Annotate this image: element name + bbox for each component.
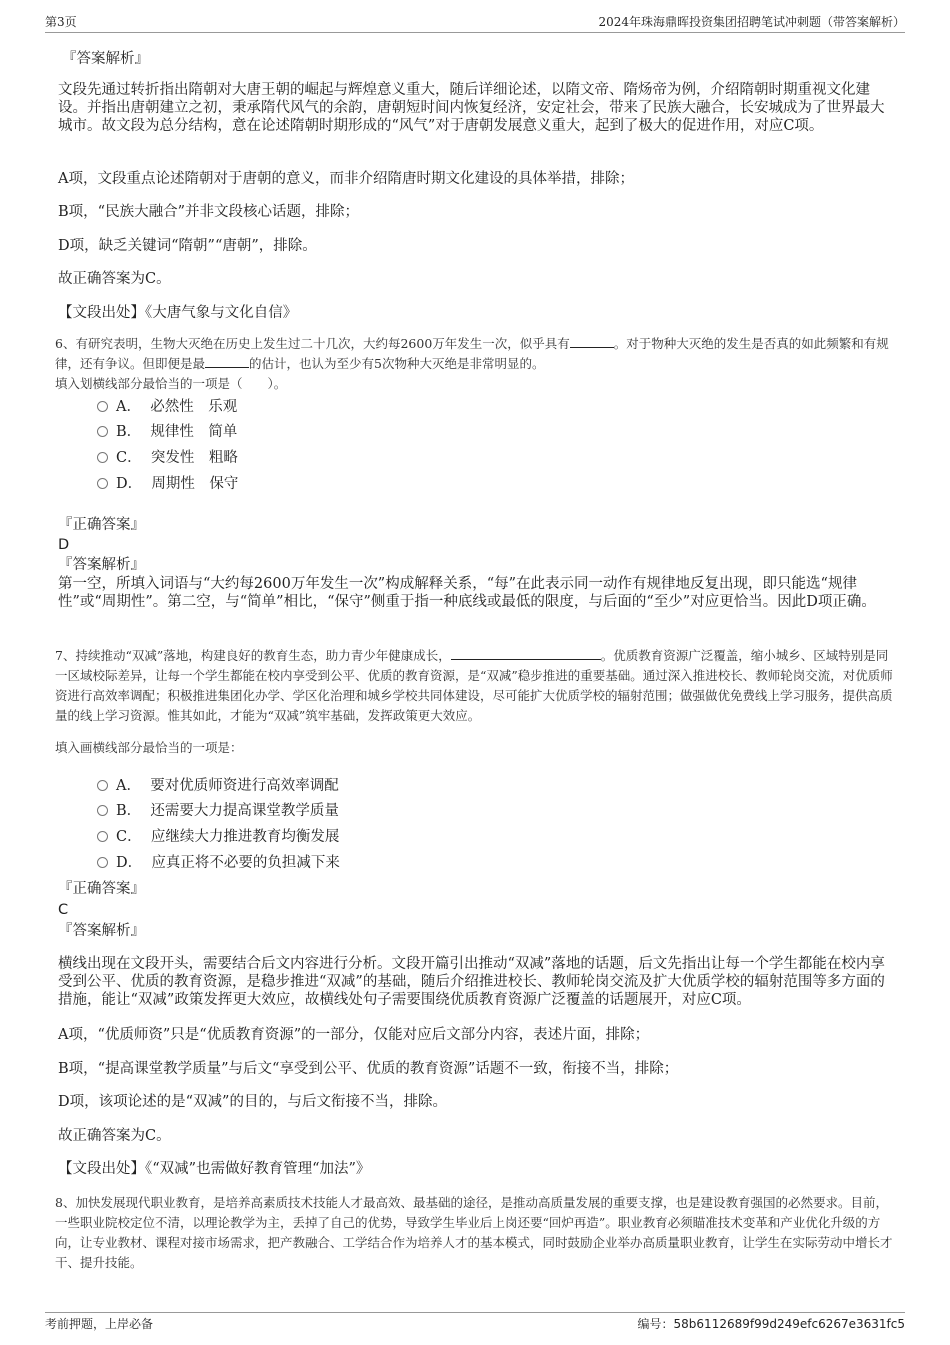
question-6-text: 6、有研究表明，生物大灭绝在历史上发生过二十几次，大约每2600万年发生一次，似乎具有 。对于物种大灭绝的发生是否真的如此频繁和有规律，还有争议。但即便是最 的估计，也认为至少有5次物种大灭绝是非常明显的。 — [55, 336, 889, 371]
question-8-text: 8、加快发展现代职业教育，是培养高素质技术技能人才最高效、最基础的途径，是推动高质量发展的重要支撑，也是建设教育强国的必然要求。目前，一些职业院校定位不清，以理论教学为主，丢掉了自己的优势，导致学生毕业后上岗还要“回炉再造”。职业教育必须瞄准技术变革和产业优化升级的方向，让专业教材、课程对接市场需求，把产教融合、工学结合作为培养人才的基本模式，同时鼓励企业举办高质量职业教育，让学生在实际劳动中增长才干、提升技能。 — [55, 1195, 893, 1270]
blank-line — [570, 335, 614, 348]
document-code: 编号：58b6112689f99d249efc6267e3631fc5 — [637, 1317, 905, 1331]
question-7-option-d[interactable]: D． 应真正将不必要的负担减下来 — [97, 854, 340, 872]
answer-conclusion: 故正确答案为C。 — [58, 271, 171, 287]
correct-answer: D — [58, 537, 70, 553]
footer-slogan: 考前押题，上岸必备 — [45, 1317, 154, 1331]
analysis-option-d: D项，该项论述的是“双减”的目的，与后文衔接不当，排除。 — [58, 1094, 447, 1110]
radio-icon[interactable] — [97, 478, 108, 489]
question-6-option-d[interactable]: D． 周期性 保守 — [97, 475, 238, 493]
question-7-option-b[interactable]: B． 还需要大力提高课堂教学质量 — [97, 802, 339, 820]
radio-icon[interactable] — [97, 780, 108, 791]
question-7-text: 7、持续推动“双减”落地，构建良好的教育生态，助力青少年健康成长， 。优质教育资源广泛覆盖，缩小城乡、区域特别是同一区域校际差异，让每一个学生都能在校内享受到公平、优质的教育资源，是“双减”稳步推进的重要基础。通过深入推进校长、教师轮岗交流，对优质师资进行高效率调配；积极推进集团化办学、学区化治理和城乡学校共同体建设，尽可能扩大优质学校的辐射范围；做强做优免费线上学习服务，提供高质量的线上学习资源。惟其如此，才能为“双减”筑牢基础，发挥政策更大效应。 — [55, 648, 893, 723]
radio-icon[interactable] — [97, 831, 108, 842]
radio-icon[interactable] — [97, 452, 108, 463]
radio-icon[interactable] — [97, 426, 108, 437]
correct-answer-label: 『正确答案』 — [58, 881, 145, 897]
question-7-option-c[interactable]: C． 应继续大力推进教育均衡发展 — [97, 828, 339, 846]
page-header — [45, 14, 905, 33]
analysis-option-d: D项，缺乏关键词“隋朝”“唐朝”，排除。 — [58, 238, 317, 254]
radio-icon[interactable] — [97, 805, 108, 816]
analysis-option-b: B项，“提高课堂教学质量”与后文“享受到公平、优质的教育资源”话题不一致，衔接不当，排除； — [58, 1061, 679, 1077]
analysis-option-b: B项，“民族大融合”并非文段核心话题，排除； — [58, 204, 359, 220]
page-number: 第3页 — [45, 15, 77, 29]
analysis-label: 『答案解析』 — [58, 557, 145, 573]
question-7-option-a[interactable]: A． 要对优质师资进行高效率调配 — [97, 777, 339, 795]
blank-line — [451, 647, 601, 660]
radio-icon[interactable] — [97, 401, 108, 412]
passage-source: 【文段出处】《“双减”也需做好教育管理“加法”》 — [58, 1161, 371, 1177]
question-6-option-c[interactable]: C． 突发性 粗略 — [97, 449, 238, 467]
page-footer — [45, 1312, 905, 1333]
correct-answer: C — [58, 902, 69, 918]
document-title: 2024年珠海鼎晖投资集团招聘笔试冲刺题（带答案解析） — [598, 15, 905, 29]
question-6-prompt: 填入划横线部分最恰当的一项是（ ）。 — [55, 376, 287, 391]
analysis-label: 『答案解析』 — [62, 51, 149, 67]
radio-icon[interactable] — [97, 857, 108, 868]
analysis-option-a: A项，文段重点论述隋朝对于唐朝的意义，而非介绍隋唐时期文化建设的具体举措，排除； — [58, 171, 634, 187]
analysis-option-a: A项，“优质师资”只是“优质教育资源”的一部分，仅能对应后文部分内容，表述片面，排除； — [58, 1027, 650, 1043]
analysis-label: 『答案解析』 — [58, 923, 145, 939]
blank-line — [205, 355, 249, 368]
passage-source: 【文段出处】《大唐气象与文化自信》 — [58, 305, 298, 321]
question-7-prompt: 填入画横线部分最恰当的一项是： — [55, 740, 243, 755]
analysis-paragraph: 第一空，所填入词语与“大约每2600万年发生一次”构成解释关系，“每”在此表示同一动作有规律地反复出现，即只能选“规律性”或“周期性”。第二空，与“简单”相比，“保守”侧重于指一种底线或最低的限度，与后面的“至少”对应更恰当。因此D项正确。 — [58, 576, 876, 610]
answer-conclusion: 故正确答案为C。 — [58, 1128, 171, 1144]
analysis-paragraph: 文段先通过转折指出隋朝对大唐王朝的崛起与辉煌意义重大，随后详细论述，以隋文帝、隋炀帝为例，介绍隋朝时期重视文化建设。并指出唐朝建立之初，秉承隋代风气的余韵，唐朝短时间内恢复经济，安定社会，带来了民族大融合，长安城成为了世界最大城市。故文段为总分结构，意在论述隋朝时期形成的“风气”对于唐朝发展意义重大，起到了极大的促进作用，对应C项。 — [58, 82, 885, 134]
question-6-option-b[interactable]: B． 规律性 简单 — [97, 423, 237, 441]
question-6-option-a[interactable]: A． 必然性 乐观 — [97, 398, 237, 416]
correct-answer-label: 『正确答案』 — [58, 517, 145, 533]
analysis-paragraph: 横线出现在文段开头，需要结合后文内容进行分析。文段开篇引出推动“双减”落地的话题，后文先指出让每一个学生都能在校内享受到公平、优质的教育资源，是稳步推进“双减”的基础，随后介绍推进校长、教师轮岗交流及扩大优质学校的辐射范围等多方面的措施，能让“双减”政策发挥更大效应，故横线处句子需要围绕优质教育资源广泛覆盖的话题展开，对应C项。 — [58, 956, 885, 1008]
